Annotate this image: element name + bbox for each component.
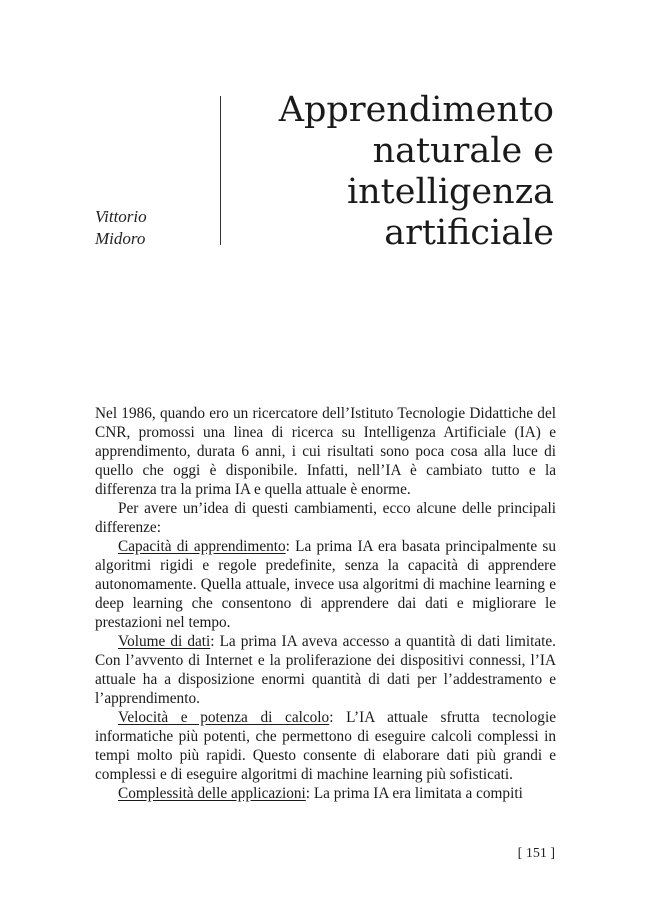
term-application-complexity: Complessità delle applicazioni: [118, 785, 306, 802]
paragraph-learning-capacity: [95, 537, 556, 632]
page-number: [ 151 ]: [517, 846, 555, 861]
author-first-name: Vittorio: [95, 207, 147, 226]
author-last-name: Midoro: [95, 229, 146, 248]
paragraph-data-volume: [95, 632, 556, 708]
paragraph-application-complexity: [95, 784, 556, 803]
text-learning-capacity: : La prima IA era basata principalmente su algoritmi rigidi e regole predefinite, senza la capacità di apprendere autonomamente. Quella attuale, invece usa algoritmi di machine learning e deep learning che consentono di apprendere dai dati e migliorare le prestazioni nel tempo.: [95, 538, 556, 631]
body-text: [95, 404, 556, 803]
title-line-2: naturale e: [372, 131, 554, 171]
text-application-complexity: : La prima IA era limitata a compiti: [305, 785, 523, 802]
text-computing-power: : L’IA attuale sfrutta tecnologie informatiche più potenti, che permettono di eseguire calcoli complessi in tempi molto più rapidi. Questo consente di elaborare dati più grandi e complessi e di eseguire algoritmi di machine learning più sofisticati.: [95, 709, 556, 783]
paragraph-computing-power: [95, 708, 556, 784]
text-data-volume: : La prima IA aveva accesso a quantità di dati limitate. Con l’avvento di Internet e la proliferazione dei dispositivi connessi, l’IA attuale ha a disposizione enormi quantità di dati per l’addestramento e l’apprendimento.: [95, 633, 557, 707]
term-computing-power: Velocità e potenza di calcolo: [118, 709, 330, 726]
term-learning-capacity: Capacità di apprendimento: [118, 538, 286, 555]
term-data-volume: Volume di dati: [118, 633, 211, 650]
chapter-title: [224, 90, 554, 254]
author-name: [95, 206, 147, 250]
paragraph-intro: Nel 1986, quando ero un ricercatore dell’Istituto Tecnologie Didattiche del CNR, promossi una linea di ricerca su Intelligenza Artificiale (IA) e apprendimento, durata 6 anni, i cui risultati sono poca cosa alla luce di quello che oggi è disponibile. Infatti, nell’IA è cambiato tutto e la differenza tra la prima IA e quella attuale è enorme.: [95, 405, 556, 498]
paragraph-differences-intro: Per avere un’idea di questi cambiamenti, ecco alcune delle principali differenze:: [95, 500, 556, 536]
title-line-3: intelligenza: [346, 172, 554, 212]
title-line-4: artificiale: [384, 213, 554, 253]
title-divider: [220, 96, 221, 245]
title-line-1: Apprendimento: [278, 90, 554, 130]
